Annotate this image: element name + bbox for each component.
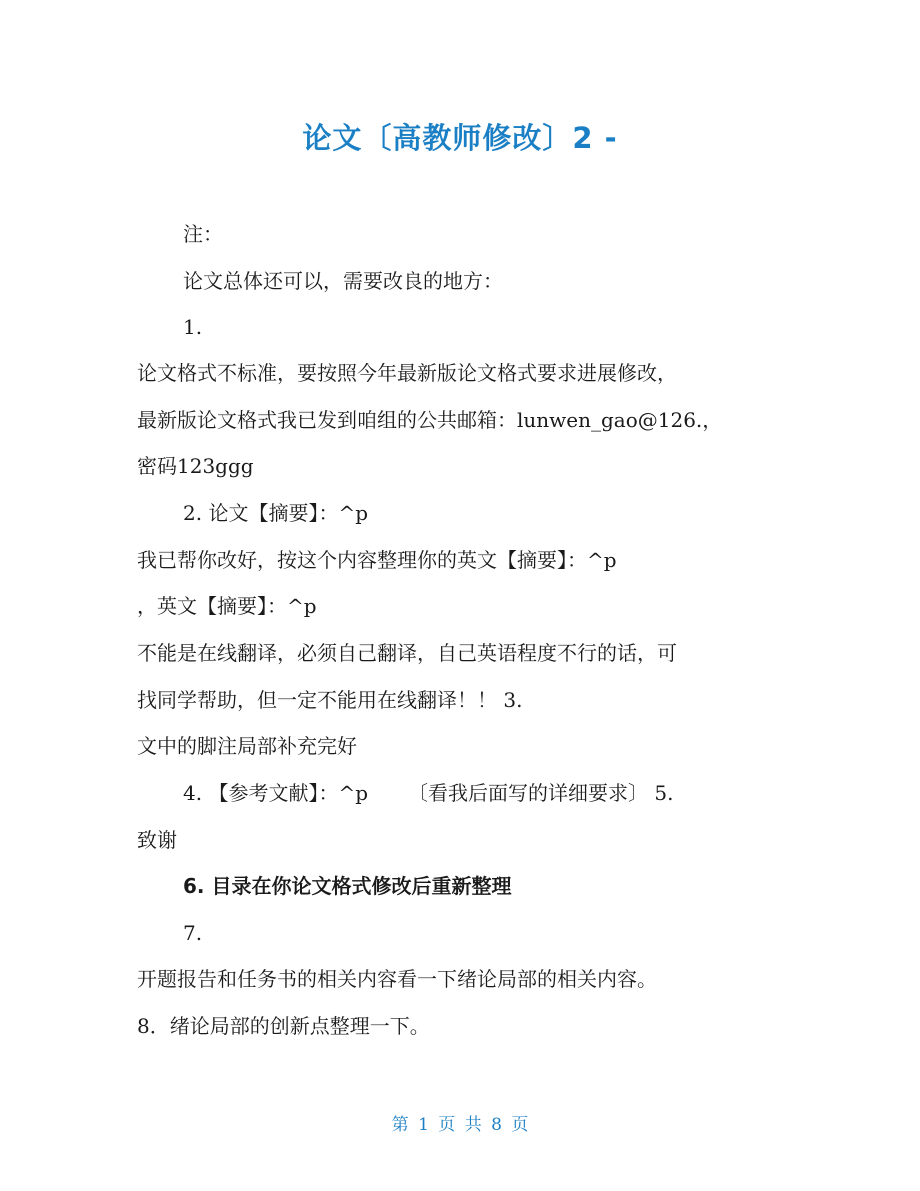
item2-line4: 找同学帮助，但一定不能用在线翻译！！ 3.	[137, 688, 523, 712]
item8-line: 8．绪论局部的创新点整理一下。	[137, 1014, 430, 1038]
item7-line1: 开题报告和任务书的相关内容看一下绪论局部的相关内容。	[137, 967, 657, 991]
item2-line3: 不能是在线翻译，必须自己翻译，自己英语程度不行的话，可	[137, 641, 677, 665]
page-footer: 第 1 页 共 8 页	[391, 1115, 529, 1135]
item4-part1: 4. 【参考文献】：^p	[183, 781, 368, 805]
item2-line1: 我已帮你改好，按这个内容整理你的英文【摘要】：^p	[137, 548, 617, 572]
item6-line: 6. 目录在你论文格式修改后重新整理	[183, 874, 512, 898]
item2-heading: 2. 论文【摘要】：^p	[183, 501, 368, 525]
item5-line1: 致谢	[137, 828, 177, 852]
item4-line	[183, 779, 673, 807]
document-title: 论文〔高教师修改〕2 -	[302, 121, 618, 155]
item1-line2: 最新版论文格式我已发到咱组的公共邮箱：lunwen_gao@126.，	[137, 408, 723, 432]
intro-paragraph: 论文总体还可以，需要改良的地方：	[183, 269, 503, 293]
item4-part2: 〔看我后面写的详细要求〕 5.	[408, 781, 674, 805]
item2-line2: ，英文【摘要】：^p	[137, 594, 317, 618]
item7-number: 7.	[183, 921, 203, 945]
item1-number: 1.	[183, 315, 203, 339]
note-label: 注：	[183, 222, 223, 246]
item1-line1: 论文格式不标准，要按照今年最新版论文格式要求进展修改，	[137, 361, 677, 385]
item3-line1: 文中的脚注局部补充完好	[137, 734, 357, 758]
item1-line3: 密码123ggg	[137, 454, 254, 478]
